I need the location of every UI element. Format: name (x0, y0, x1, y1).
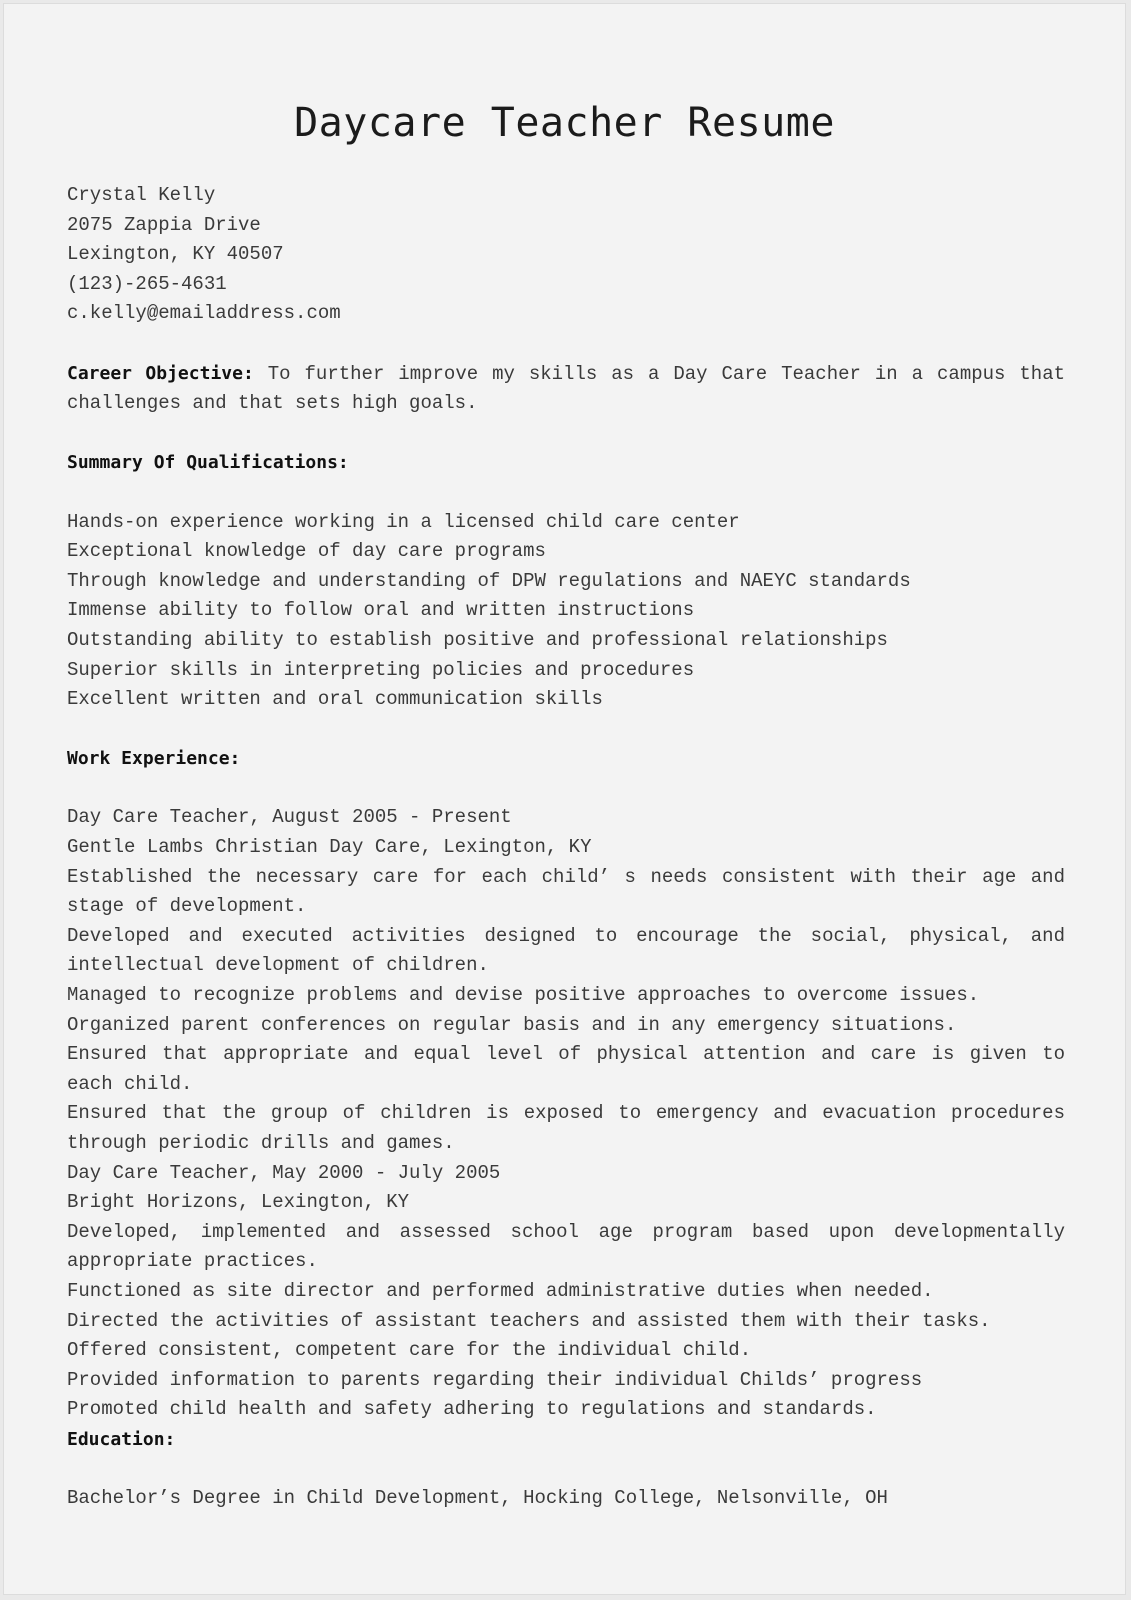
job-duty: Developed and executed activities designed to encourage the social, physical, and intellectual development of children. (67, 924, 1065, 977)
job-duty: Functioned as site director and performed administrative duties when needed. (67, 1279, 934, 1302)
career-objective-text: To further improve my skills as a Day Care Teacher in a campus that challenges and that sets high goals. (67, 362, 1065, 415)
spacer (67, 774, 1067, 804)
spacer (67, 1455, 1067, 1485)
career-objective (67, 359, 1065, 419)
contact-email: c.kelly@emailaddress.com (67, 302, 341, 325)
spacer (67, 715, 1067, 745)
job-duty: Organized parent conferences on regular basis and in any emergency situations. (67, 1013, 957, 1036)
summary-item: Outstanding ability to establish positive and professional relationships (67, 628, 888, 651)
document-title: Daycare Teacher Resume (294, 100, 835, 146)
job-duty: Provided information to parents regarding their individual Childs’ progress (67, 1368, 923, 1391)
contact-name: Crystal Kelly (67, 184, 216, 206)
job-employer: Bright Horizons, Lexington, KY (67, 1191, 410, 1214)
summary-item: Superior skills in interpreting policies and procedures (67, 658, 695, 681)
summary-item: Immense ability to follow oral and written instructions (67, 599, 695, 622)
job-title: Day Care Teacher, August 2005 - Present (67, 806, 512, 829)
job-duty: Managed to recognize problems and devise positive approaches to overcome issues. (67, 984, 980, 1007)
spacer (67, 478, 1067, 508)
spacer (67, 419, 1067, 449)
job-employer: Gentle Lambs Christian Day Care, Lexington, KY (67, 836, 592, 859)
job-duty: Offered consistent, competent care for the individual child. (67, 1339, 752, 1362)
summary-item: Hands-on experience working in a licensed child care center (67, 510, 740, 533)
work-heading: Work Experience: (67, 748, 241, 770)
job-title: Day Care Teacher, May 2000 - July 2005 (67, 1161, 501, 1184)
contact-phone: (123)-265-4631 (67, 272, 227, 295)
summary-heading: Summary Of Qualifications: (67, 452, 349, 474)
education-heading: Education: (67, 1428, 176, 1450)
job-duty: Established the necessary care for each child’ s needs consistent with their age and stage of development. (67, 865, 1065, 918)
contact-address: 2075 Zappia Drive (67, 213, 261, 236)
education-item: Bachelor’s Degree in Child Development, Hocking College, Nelsonville, OH (67, 1487, 888, 1510)
spacer (67, 329, 1067, 359)
resume-content (67, 181, 1067, 1514)
contact-city: Lexington, KY 40507 (67, 243, 284, 266)
job-duty: Ensured that appropriate and equal level of physical attention and care is given to each child. (67, 1043, 1065, 1095)
summary-item: Exceptional knowledge of day care programs (67, 540, 546, 563)
career-objective-label: Career Objective: (67, 362, 254, 384)
job-duty: Directed the activities of assistant teachers and assisted them with their tasks. (67, 1309, 991, 1332)
job-duty: Developed, implemented and assessed school age program based upon developmentally appropriate practices. (67, 1220, 1065, 1273)
summary-item: Excellent written and oral communication skills (67, 688, 603, 711)
job-duty: Ensured that the group of children is exposed to emergency and evacuation procedures through periodic drills and games. (67, 1102, 1065, 1154)
job-duty: Promoted child health and safety adhering to regulations and standards. (67, 1398, 877, 1421)
resume-page (3, 3, 1126, 1595)
summary-item: Through knowledge and understanding of DPW regulations and NAEYC standards (67, 569, 911, 592)
